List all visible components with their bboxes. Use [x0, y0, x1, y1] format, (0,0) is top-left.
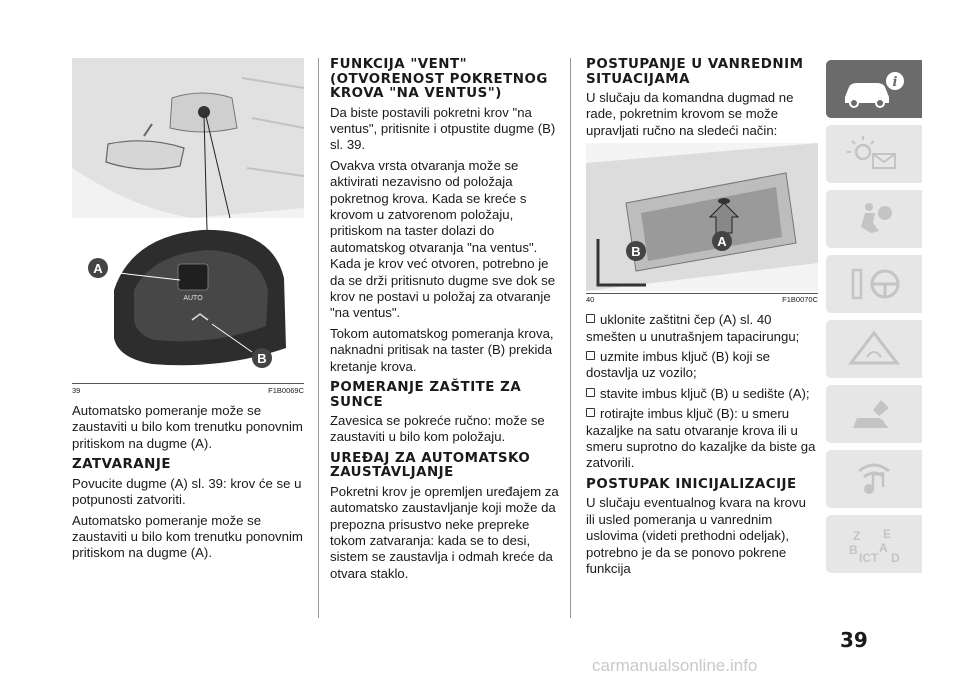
tab-index[interactable] — [826, 515, 922, 573]
paragraph: Automatsko pomeranje može se zaustaviti u bilo kom trenutku ponovnim pritiskom na dugme (A). — [72, 403, 303, 451]
bullet-icon — [586, 388, 595, 397]
column-3 — [586, 58, 818, 581]
bullet-icon — [586, 408, 595, 417]
paragraph: Automatsko pomeranje može se zaustaviti u bilo kom trenutku ponovnim pritiskom na dugme (A). — [72, 512, 303, 561]
bullet-text: uzmite imbus ključ (B) koji se dostavlja uz vozilo; — [586, 349, 771, 381]
tab-warning-lights[interactable] — [826, 125, 922, 183]
page-number: 39 — [840, 628, 868, 652]
figure-40 — [586, 143, 818, 291]
bullet-item — [586, 386, 818, 402]
tab-safety[interactable] — [826, 190, 922, 248]
callout-b: B — [257, 351, 267, 366]
svg-text:ICT: ICT — [859, 551, 879, 564]
callout-a: A — [717, 234, 727, 250]
paragraph: U slučaju da komandna dugmad ne rade, pokretnim krovom se može upravljati ručno na sledeći način: — [586, 90, 794, 138]
section-heading: POSTUPAK INICIJALIZACIJE — [586, 476, 797, 492]
bullet-icon — [586, 351, 595, 360]
warning-lights-icon — [839, 134, 909, 174]
tab-emergency[interactable] — [826, 320, 922, 378]
svg-text:B: B — [849, 543, 858, 557]
figure-number: 39 — [72, 386, 81, 395]
paragraph: U slučaju eventualnog kvara na krovu ili usled pomeranja u vanrednim uslovima (videti prethodni odeljak), potrebno je da se ponovo pokrene funkcija — [586, 495, 806, 576]
column-1 — [72, 58, 304, 566]
sunroof-control-illustration — [72, 58, 304, 383]
column-divider — [570, 58, 571, 618]
auto-label: AUTO — [183, 295, 203, 302]
airbag-safety-icon — [839, 199, 909, 239]
paragraph: Da biste postavili pokretni krov "na ventus", pritisnite i otpustite dugme (B) sl. 39. — [330, 104, 556, 153]
tab-car-info[interactable] — [826, 60, 922, 118]
svg-text:i: i — [892, 75, 898, 90]
multimedia-icon — [839, 459, 909, 499]
watermark: carmanualsonline.info — [592, 656, 758, 675]
section-heading: POSTUPANJE U VANREDNIM SITUACIJAMA — [586, 57, 804, 87]
svg-text:D: D — [891, 551, 900, 564]
paragraph: Povucite dugme (A) sl. 39: krov će se u potpunosti zatvoriti. — [72, 475, 302, 508]
index-icon — [839, 524, 909, 564]
paragraph: Pokretni krov je opremljen uređajem za automatsko zaustavljanje koji može da prepozna prisustvo neke prepreke tokom zatvaranja: kada se to desi, sistem se zaustavlja i odmah kreće da otvara staklo. — [330, 483, 559, 581]
paragraph: Zavesica se pokreće ručno: može se zaustaviti u bilo kom položaju. — [330, 413, 545, 445]
car-info-icon — [839, 69, 909, 109]
bullet-text: uklonite zaštitni čep (A) sl. 40 smešten u unutrašnjem tapacirungu; — [586, 312, 800, 344]
chapter-tabs — [826, 60, 922, 580]
bullet-icon — [586, 314, 595, 323]
figure-caption — [586, 293, 818, 304]
section-heading: UREĐAJ ZA AUTOMATSKO ZAUSTAVLJANJE — [330, 450, 531, 481]
section-heading: ZATVARANJE — [72, 457, 171, 473]
svg-text:Z: Z — [853, 529, 861, 543]
paragraph: Tokom automatskog pomeranja krova, naknadni pritisak na taster (B) prekida kretanje krova. — [330, 325, 554, 374]
callout-b: B — [631, 244, 641, 260]
tab-maintenance[interactable] — [826, 385, 922, 443]
emergency-icon — [839, 329, 909, 369]
figure-code: F1B0070C — [782, 295, 818, 305]
column-2 — [330, 58, 562, 586]
svg-text:E: E — [883, 527, 892, 541]
starting-driving-icon — [839, 264, 909, 304]
column-divider — [318, 58, 319, 618]
tab-starting-driving[interactable] — [826, 255, 922, 313]
figure-39 — [72, 58, 304, 384]
section-heading: FUNKCIJA "VENT" (OTVORENOST POKRETNOG KROVA "NA VENTUS") — [330, 57, 548, 101]
paragraph: Ovakva vrsta otvaranja može se aktivirati nezavisno od položaja pokretnog krova. Kada se kreće s krovom u zatvorenom položaju, pritiskom na taster dolazi do automatskog otvaranja "na ventus". Kada je krov već otvoren, potrebno je da se drži pritisnuto dugme sve dok se krov ne postavi u položaj za otvaranje "na ventus". — [330, 157, 556, 321]
emergency-sunroof-illustration — [586, 143, 818, 291]
figure-code: F1B0069C — [268, 386, 304, 395]
maintenance-icon — [839, 394, 909, 434]
bullet-text: rotirajte imbus ključ (B): u smeru kazaljke na satu otvaranje krova ili u smeru suprotno do kazaljke da biste ga zatvorili. — [586, 406, 816, 471]
callout-a: A — [93, 261, 103, 276]
bullet-item — [586, 312, 818, 345]
figure-caption — [72, 386, 304, 395]
figure-number: 40 — [586, 295, 595, 305]
bullet-item — [586, 349, 818, 382]
tab-multimedia[interactable] — [826, 450, 922, 508]
section-heading: POMERANJE ZAŠTITE ZA SUNCE — [330, 380, 522, 410]
bullet-text: stavite imbus ključ (B) u sedište (A); — [600, 385, 810, 401]
svg-text:A: A — [879, 541, 888, 555]
bullet-item — [586, 406, 818, 472]
